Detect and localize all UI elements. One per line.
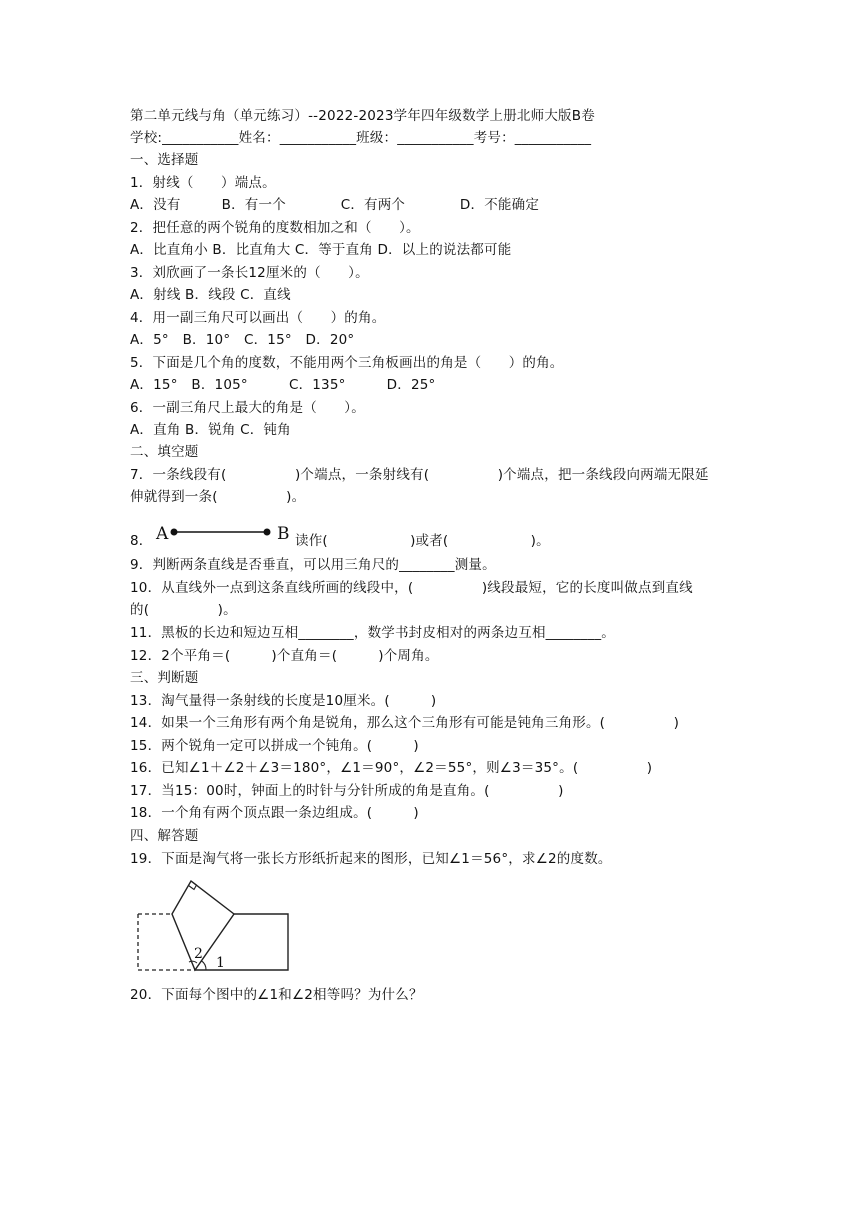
question-17: 17．当15：00时，钟面上的时针与分针所成的角是直角。( ) [130, 783, 564, 799]
question-11: 11．黑板的长边和短边互相________，数学书封皮相对的两条边互相________。 [130, 625, 615, 641]
segment-ab-figure [152, 518, 294, 548]
question-8-number: 8． [130, 533, 153, 549]
question-16: 16．已知∠1＋∠2＋∠3＝180°，∠1＝90°，∠2＝55°，则∠3＝35°。( ) [130, 760, 653, 776]
point-b-dot [264, 529, 271, 536]
question-18: 18．一个角有两个顶点跟一条边组成。( ) [130, 805, 419, 821]
question-14: 14．如果一个三角形有两个角是锐角，那么这个三角形有可能是钝角三角形。( ) [130, 715, 680, 731]
rectangle-solid-edges [195, 914, 288, 970]
question-15: 15．两个锐角一定可以拼成一个钝角。( ) [130, 738, 419, 754]
question-12: 12．2个平角＝( )个直角＝( )个周角。 [130, 648, 439, 664]
question-7-line-2: 伸就得到一条( )。 [130, 489, 306, 505]
question-10-line-1: 10．从直线外一点到这条直线所画的线段中，( )线段最短，它的长度叫做点到直线 [130, 580, 693, 596]
question-10-line-2: 的( )。 [130, 602, 237, 618]
page-title: 第二单元线与角（单元练习）--2022-2023学年四年级数学上册北师大版B卷 [130, 108, 595, 124]
question-19: 19．下面是淘气将一张长方形纸折起来的图形，已知∠1＝56°，求∠2的度数。 [130, 851, 612, 867]
question-9: 9．判断两条直线是否垂直，可以用三角尺的________测量。 [130, 557, 496, 573]
point-b-label: B [277, 524, 290, 544]
question-1-options: A．没有 B．有一个 C．有两个 D．不能确定 [130, 197, 540, 213]
section-heading-fill: 二、填空题 [130, 444, 199, 460]
folded-rectangle-figure [130, 876, 295, 976]
angle-1-label: 1 [216, 955, 225, 971]
angle-2-label: 2 [194, 946, 203, 962]
point-a-label: A [156, 524, 169, 544]
question-4-options: A．5° B．10° C．15° D．20° [130, 332, 355, 348]
student-info-line: 学校:___________姓名：___________班级：___________考号：___________ [130, 130, 592, 146]
section-heading-solve: 四、解答题 [130, 828, 199, 844]
question-6-options: A．直角 B．锐角 C．钝角 [130, 422, 291, 438]
question-20: 20．下面每个图中的∠1和∠2相等吗？为什么？ [130, 987, 423, 1003]
question-13: 13．淘气量得一条射线的长度是10厘米。( ) [130, 693, 437, 709]
question-7-line-1: 7．一条线段有( )个端点，一条射线有( )个端点，把一条线段向两端无限延 [130, 467, 709, 483]
section-heading-choice: 一、选择题 [130, 152, 199, 168]
section-heading-judge: 三、判断题 [130, 670, 199, 686]
question-3-options: A．射线 B．线段 C．直线 [130, 287, 291, 303]
question-4: 4．用一副三角尺可以画出（ ）的角。 [130, 310, 386, 326]
question-6: 6．一副三角尺上最大的角是（ ）。 [130, 400, 365, 416]
question-8-text: 读作( )或者( )。 [295, 533, 550, 549]
question-2: 2．把任意的两个锐角的度数相加之和（ ）。 [130, 220, 420, 236]
question-3: 3．刘欣画了一条长12厘米的（ ）。 [130, 265, 369, 281]
question-5: 5．下面是几个角的度数，不能用两个三角板画出的角是（ ）的角。 [130, 355, 564, 371]
question-1: 1．射线（ ）端点。 [130, 175, 276, 191]
question-5-options: A．15° B．105° C．135° D．25° [130, 377, 436, 393]
question-2-options: A．比直角小 B．比直角大 C．等于直角 D．以上的说法都可能 [130, 242, 512, 258]
